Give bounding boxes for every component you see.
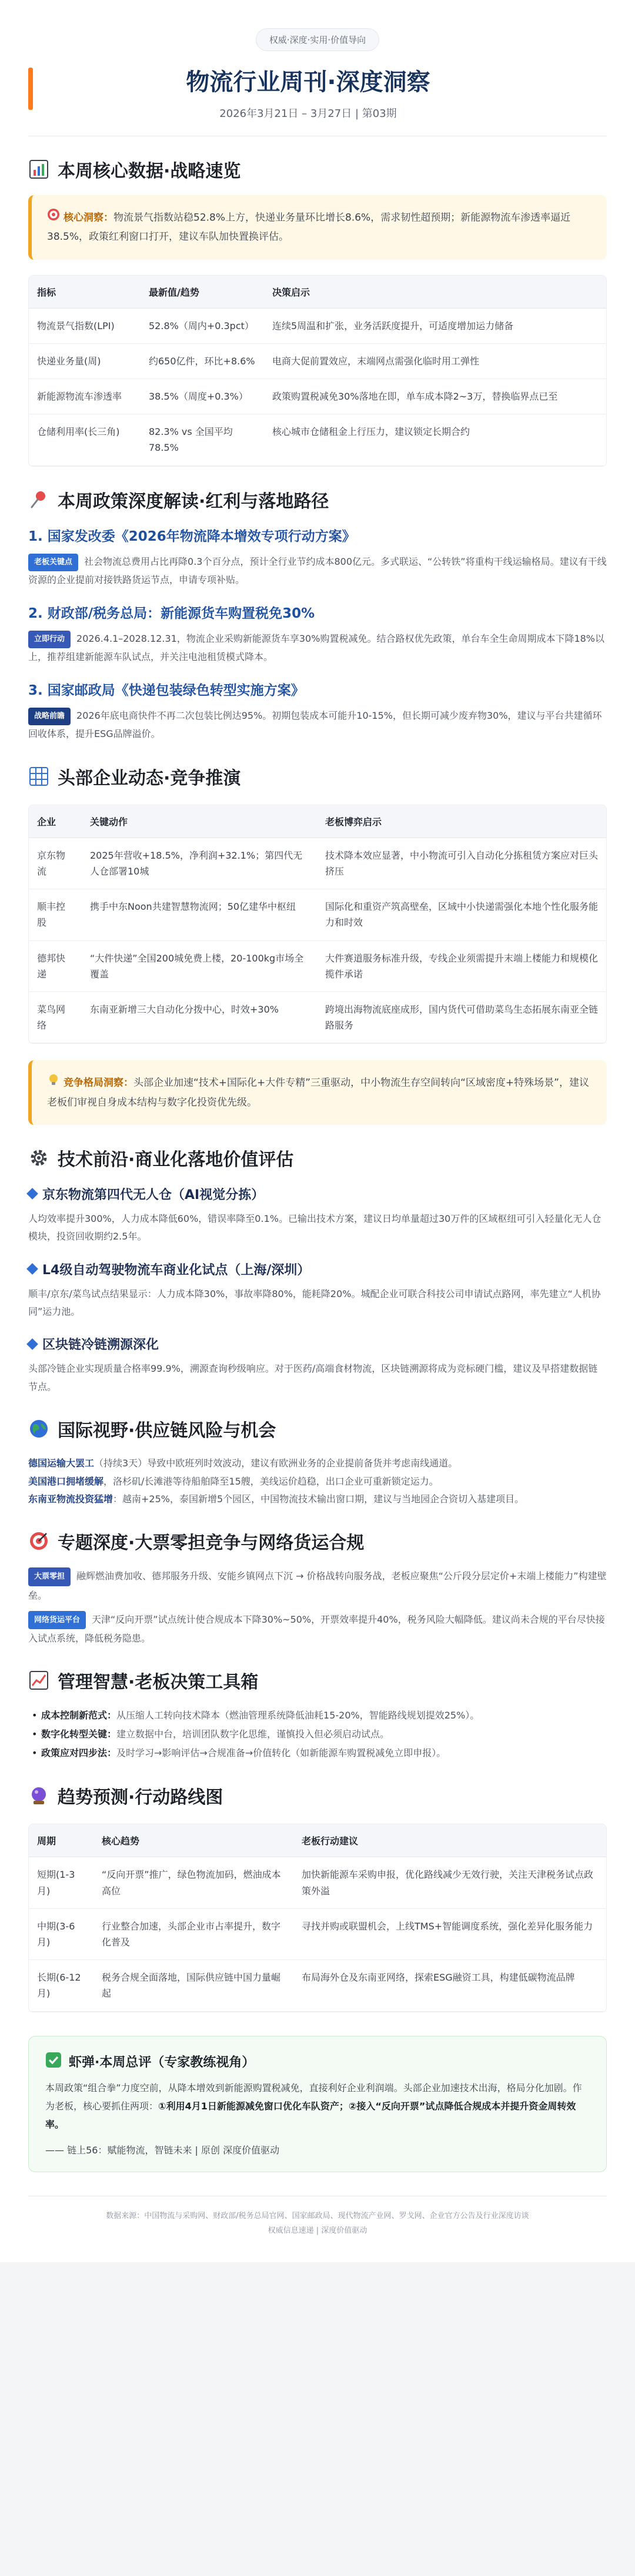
table-row — [29, 343, 606, 378]
tech-title — [28, 1335, 607, 1353]
table-cell: 新能源物流车渗透率 — [29, 378, 141, 414]
hero — [28, 68, 607, 120]
gear-icon — [28, 1147, 49, 1168]
table-cell: 长期(6-12月) — [29, 1960, 93, 2011]
global-text: ，洛杉矶/长滩港等待船舶降至15艘，美线运价趋稳，出口企业可重新锁定运力。 — [103, 1475, 439, 1487]
review-highlight: ①利用4月1日新能源减免窗口优化车队资产；②接入“反向开票”试点降低合规成本并提升资金周转效率。 — [45, 2100, 576, 2130]
table-cell: 电商大促前置效应，末端网点需强化临时用工弹性 — [264, 343, 606, 378]
table-cell: 德邦快递 — [29, 940, 82, 991]
review-signature: —— 链上56：赋能物流，智链未来 | 原创 深度价值驱动 — [45, 2145, 280, 2156]
tech-body: 人均效率提升300%，人力成本降低60%，错误率降至0.1%。已输出技术方案，建议日均单量超过30万件的区域枢纽可引入轻量化无人仓模块，投资回收期约2.5年。 — [28, 1212, 601, 1242]
page-subtitle: 2026年3月21日 – 3月27日 | 第03期 — [219, 108, 397, 120]
list-item — [28, 1744, 607, 1763]
footer — [28, 2196, 607, 2238]
section-title: 技术前沿·商业化落地价值评估 — [58, 1149, 294, 1170]
roadmap-table — [29, 1824, 606, 2011]
special-paragraph — [28, 1610, 607, 1648]
table-cell: 快递业务量(周) — [29, 343, 141, 378]
policy-tag: 战略前瞻 — [28, 708, 71, 726]
table-row — [29, 889, 606, 940]
global-paragraph — [28, 1490, 607, 1508]
table-header-cell: 老板博弈启示 — [317, 805, 606, 838]
callout-text: 头部企业加速“技术+国际化+大件专精”三重驱动，中小物流生存空间转向“区域密度+特殊场景”，建议老板们审视自身成本结构与数字化投资优先级。 — [47, 1077, 589, 1108]
table-cell: “反向开票”推广，绿色物流加码，燃油成本高位 — [93, 1857, 293, 1908]
table-cell: 52.8%（周内+0.3pct） — [141, 308, 264, 343]
table-cell: 82.3% vs 全国平均78.5% — [141, 414, 264, 465]
table-cell: 布局海外仓及东南亚网络，探索ESG融资工具，构建低碳物流品牌 — [293, 1960, 606, 2011]
table-cell: 约650亿件，环比+8.6% — [141, 343, 264, 378]
policy-tag: 老板关键点 — [28, 554, 78, 572]
section-heading-trend — [28, 1783, 607, 1808]
table-header-cell: 核心趋势 — [93, 1824, 293, 1857]
section-title: 本周核心数据·战略速览 — [58, 161, 241, 182]
tech-title — [28, 1260, 607, 1278]
tool-label: 数字化转型关键： — [41, 1729, 117, 1740]
chart-trend-icon — [28, 1670, 49, 1691]
special-text: 融辉燃油费加收、德邦服务升级、安能乡镇网点下沉 → 价格战转向服务战，老板应聚焦“公斤段分层定价+末端上楼能力”构建壁垒。 — [28, 1570, 607, 1601]
policy-body — [28, 630, 607, 666]
table-cell: “大件快递”全国200城免费上楼，20-100kg市场全覆盖 — [82, 940, 317, 991]
section-heading-global — [28, 1416, 607, 1442]
crystal-ball-icon — [28, 1785, 49, 1806]
review-text: 本周政策“组合拳”力度空前，从降本增效到新能源购置税减免，直接利好企业利润端。头部企业加速技术出海，格局分化加剧。作为老板，核心要抓住两项： — [45, 2082, 582, 2112]
policy-text: 社会物流总费用占比再降0.3个百分点，预计全行业节约成本800亿元。多式联运、“公转铁”将重构干线运输格局。建议有干线资源的企业提前对接铁路货运节点，申请专项补贴。 — [28, 555, 607, 586]
table-header-cell: 关键动作 — [82, 805, 317, 838]
global-label: 美国港口拥堵缓解 — [28, 1475, 104, 1487]
table-header-cell: 企业 — [29, 805, 82, 838]
tech-item — [28, 1185, 607, 1246]
dartboard-icon — [28, 1530, 49, 1552]
diamond-icon — [26, 1188, 38, 1200]
review-title: 虾弹·本周总评（专家教练视角） — [69, 2055, 255, 2071]
section-heading-data — [28, 156, 607, 182]
table-row — [29, 991, 606, 1043]
table-cell: 税务合规全面落地，国际供应链中国力量崛起 — [93, 1960, 293, 2011]
table-header-cell: 决策启示 — [264, 276, 606, 309]
table-header-row — [29, 276, 606, 309]
section-title: 管理智慧·老板决策工具箱 — [58, 1672, 259, 1693]
table-cell: 38.5%（周度+0.3%） — [141, 378, 264, 414]
global-text: ：越南+25%，泰国新增5个园区，中国物流技术输出窗口期，建议与当地园企合资切入基建项目。 — [113, 1493, 524, 1505]
tool-text: 建立数据中台，培训团队数字化思维，谨慎投入但必须启动试点。 — [116, 1729, 390, 1740]
table-header-cell: 最新值/趋势 — [141, 276, 264, 309]
table-cell: 仓储利用率(长三角) — [29, 414, 141, 465]
global-label: 德国运输大罢工 — [28, 1458, 95, 1469]
competition-callout — [28, 1060, 607, 1125]
page-title: 物流行业周刊·深度洞察 — [186, 69, 430, 96]
indicator-table — [29, 276, 606, 466]
table-row — [29, 838, 606, 889]
global-label: 东南亚物流投资猛增 — [28, 1493, 113, 1505]
target-icon — [47, 208, 60, 227]
check-icon — [45, 2052, 62, 2072]
tech-title-text: L4级自动驾驶物流车商业化试点（上海/深圳） — [42, 1262, 310, 1278]
table-header-row — [29, 1824, 606, 1857]
lightbulb-icon — [47, 1073, 60, 1093]
section-heading-tech — [28, 1145, 607, 1171]
table-cell: 携手中东Noon共建智慧物流网；50亿建华中枢纽 — [82, 889, 317, 940]
table-row — [29, 1960, 606, 2011]
company-table — [29, 805, 606, 1044]
policy-title: 2. 财政部/税务总局：新能源货车购置税免30% — [28, 605, 315, 621]
header-pill: 权威·深度·实用·价值导向 — [256, 28, 379, 51]
review-heading — [45, 2052, 590, 2072]
section-heading-special — [28, 1528, 607, 1554]
policy-body — [28, 707, 607, 743]
tool-label: 成本控制新范式： — [41, 1710, 117, 1721]
table-cell: 连续5周温和扩张，业务活跃度提升，可适度增加运力储备 — [264, 308, 606, 343]
footer-sources: 数据来源：中国物流与采购网、财政部/税务总局官网、国家邮政局、现代物流产业网、罗戈网、企业官方公告及行业深度访谈 — [106, 2212, 529, 2221]
core-insight-callout — [28, 195, 607, 260]
table-cell: 跨境出海物流底座成形，国内货代可借助菜鸟生态拓展东南亚全链路服务 — [317, 991, 606, 1043]
table-cell: 核心城市仓储租金上行压力，建议锁定长期合约 — [264, 414, 606, 465]
special-tag: 大票零担 — [28, 1567, 71, 1586]
tech-title-text: 京东物流第四代无人仓（AI视觉分拣） — [42, 1187, 265, 1202]
table-header-cell: 老板行动建议 — [293, 1824, 606, 1857]
tech-body: 顺丰/京东/菜鸟试点结果显示：人力成本降30%，事故率降80%，能耗降20%。城配企业可联合科技公司申请试点路网，率先建立“人机协同”运力池。 — [28, 1288, 601, 1318]
policy-item — [28, 525, 607, 589]
tech-title-text: 区块链冷链溯源深化 — [42, 1338, 159, 1353]
section-title: 趋势预测·行动路线图 — [58, 1787, 223, 1808]
table-header-cell: 指标 — [29, 276, 141, 309]
hero-accent-bar — [28, 68, 33, 110]
table-cell: 寻找并购或联盟机会，上线TMS+智能调度系统，强化差异化服务能力 — [293, 1908, 606, 1959]
global-paragraph — [28, 1473, 607, 1490]
table-header-row — [29, 805, 606, 838]
tech-item — [28, 1260, 607, 1321]
policy-title: 1. 国家发改委《2026年物流降本增效专项行动方案》 — [28, 528, 356, 544]
special-paragraph — [28, 1567, 607, 1604]
table-row — [29, 308, 606, 343]
diamond-icon — [26, 1338, 38, 1350]
policy-body — [28, 553, 607, 589]
policy-text: 2026年底电商快件不再二次包装比例达95%。初期包装成本可能升10-15%，但长期可减少废弃物30%，建议与平台共建循环回收体系，提升ESG品牌溢价。 — [28, 709, 602, 740]
bar-chart-icon — [28, 159, 49, 180]
section-heading-tools — [28, 1667, 607, 1693]
table-header-cell: 周期 — [29, 1824, 93, 1857]
policy-tag: 立即行动 — [28, 631, 71, 649]
roadmap-table-wrap — [28, 1824, 607, 2012]
tool-list — [28, 1706, 607, 1763]
tech-body: 头部冷链企业实现质量合格率99.9%，溯源查询秒级响应。对于医药/高端食材物流，区块链溯源将成为竞标硬门槛，建议及早搭建数据链节点。 — [28, 1363, 598, 1392]
policy-text: 2026.4.1–2028.12.31，物流企业采购新能源货车享30%购置税减免。结合路权优先政策，单台车全生命周期成本下降18%以上，推荐组建新能源车队试点，并关注电池租赁模式降本。 — [28, 632, 605, 663]
list-item — [28, 1725, 607, 1744]
table-cell: 京东物流 — [29, 838, 82, 889]
tech-item — [28, 1335, 607, 1396]
global-text: （持续3天）导致中欧班列时效波动，建议有欧洲业务的企业提前备货并考虑南线通道。 — [94, 1458, 458, 1469]
policy-title: 3. 国家邮政局《快递包装绿色转型实施方案》 — [28, 682, 305, 698]
policy-item — [28, 602, 607, 666]
section-title: 国际视野·供应链风险与机会 — [58, 1421, 276, 1442]
callout-text: 物流景气指数站稳52.8%上方，快递业务量环比增长8.6%，需求韧性超预期；新能源物流车渗透率逼近38.5%，政策红利窗口打开，建议车队加快置换评估。 — [47, 212, 571, 243]
table-cell: 短期(1-3月) — [29, 1857, 93, 1908]
table-cell: 政策购置税减免30%落地在即，单车成本降2~3万，替换临界点已至 — [264, 378, 606, 414]
tech-title — [28, 1185, 607, 1203]
table-cell: 2025年营收+18.5%，净利润+32.1%；第四代无人仓部署10城 — [82, 838, 317, 889]
table-row — [29, 940, 606, 991]
table-cell: 技术降本效应显著，中小物流可引入自动化分拣租赁方案应对巨头挤压 — [317, 838, 606, 889]
tool-label: 政策应对四步法： — [41, 1747, 117, 1759]
table-cell: 加快新能源车采购申报，优化路线减少无效行驶，关注天津税务试点政策外溢 — [293, 1857, 606, 1908]
review-paragraph — [45, 2079, 590, 2134]
section-title: 本周政策深度解读·红利与落地路径 — [58, 491, 329, 512]
global-paragraph — [28, 1455, 607, 1472]
table-row — [29, 1908, 606, 1959]
table-row — [29, 1857, 606, 1908]
globe-icon — [28, 1418, 49, 1439]
header-pill-wrap — [28, 0, 607, 51]
callout-label: 竞争格局洞察： — [63, 1077, 133, 1089]
table-cell: 顺丰控股 — [29, 889, 82, 940]
list-item — [28, 1706, 607, 1725]
table-cell: 东南亚新增三大自动化分拨中心，时效+30% — [82, 991, 317, 1043]
table-cell: 大件赛道服务标准升级，专线企业须需提升末端上楼能力和规模化揽件承诺 — [317, 940, 606, 991]
table-cell: 菜鸟网络 — [29, 991, 82, 1043]
diamond-icon — [26, 1263, 38, 1275]
callout-label: 核心洞察： — [63, 212, 113, 224]
hero-main — [33, 68, 607, 120]
section-title: 头部企业动态·竞争推演 — [58, 768, 241, 789]
section-heading-policy — [28, 487, 607, 512]
special-tag: 网络货运平台 — [28, 1611, 86, 1629]
table-row — [29, 414, 606, 465]
table-cell: 行业整合加速，头部企业市占率提升，数字化普及 — [93, 1908, 293, 1959]
pushpin-icon — [28, 489, 49, 510]
table-cell: 中期(3-6月) — [29, 1908, 93, 1959]
table-cell: 物流景气指数(LPI) — [29, 308, 141, 343]
section-title: 专题深度·大票零担竞争与网络货运合规 — [58, 1533, 365, 1554]
grid-icon — [28, 766, 49, 787]
policy-item — [28, 679, 607, 743]
indicator-table-wrap — [28, 275, 607, 467]
table-cell: 国际化和重资产筑高壁垒，区域中小快递需强化本地个性化服务能力和时效 — [317, 889, 606, 940]
special-text: 天津“反向开票”试点统计使合规成本下降30%~50%，开票效率提升40%，税务风险大幅降低。建议尚未合规的平台尽快接入试点系统，降低税务隐患。 — [28, 1613, 605, 1644]
company-table-wrap — [28, 805, 607, 1044]
weekly-review-box — [28, 2036, 607, 2173]
tool-text: 及时学习→影响评估→合规准备→价值转化（如新能源车购置税减免立即申报）。 — [116, 1747, 446, 1759]
section-heading-companies — [28, 763, 607, 789]
tool-text: 从压缩人工转向技术降本（燃油管理系统降低油耗15-20%，智能路线规划提效25%）。 — [116, 1710, 480, 1721]
footer-tagline: 权威信息速递 | 深度价值驱动 — [268, 2226, 367, 2235]
table-row — [29, 378, 606, 414]
